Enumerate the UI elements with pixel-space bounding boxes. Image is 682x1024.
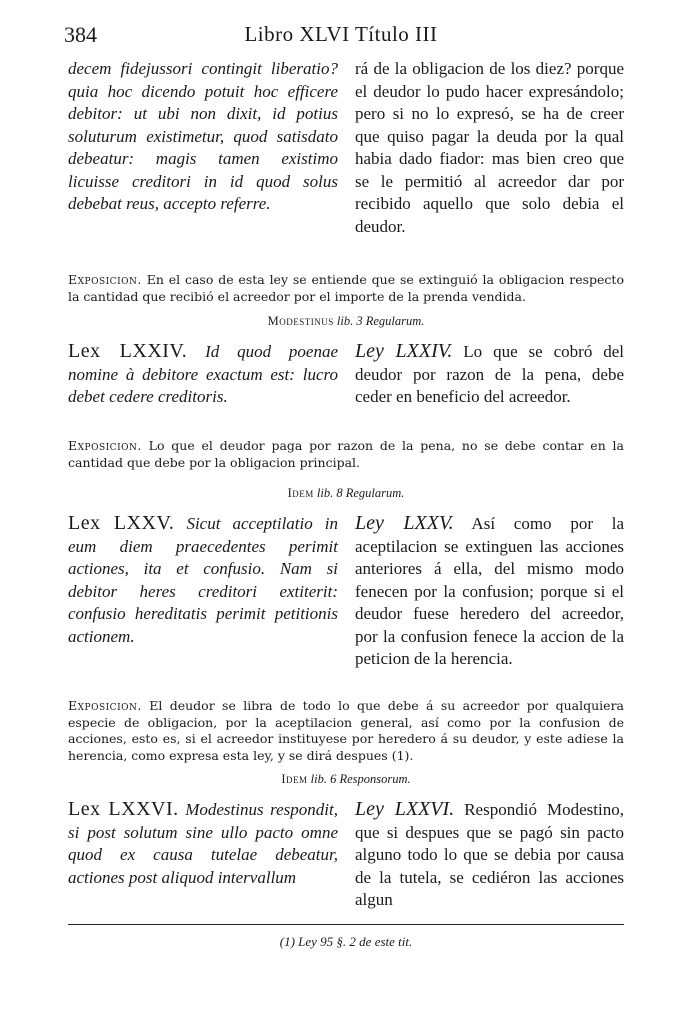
source-heading-2 <box>68 314 624 329</box>
spanish-text: Así como por la aceptilacion se extinguen las acciones anteriores á ella, del mismo modo fenecen por la confusion; porque si el deudor fuese heredero del acreedor, por la confusion fenece la accion de la peticion de la herencia. <box>355 514 625 668</box>
source-author: Idem <box>281 772 308 786</box>
ley-label: Ley LXXIV. <box>355 340 453 362</box>
source-author: Modestinus <box>267 314 334 328</box>
exposicion-label: Exposicion. <box>68 698 142 713</box>
page-header <box>60 22 622 52</box>
exposicion-label: Exposicion. <box>68 272 142 287</box>
spanish-text: Lo que se cobró del deudor por razon de la pena, debe ceder en beneficio del acreedor. <box>355 342 624 406</box>
ley-label: Ley LXXVI. <box>355 798 455 820</box>
source-book: lib. 3 Regularum. <box>336 314 425 328</box>
exposicion-text: El deudor se libra de todo lo que debe á su acreedor por qualquiera especie de obligacion, por la aceptilacion general, así como por la confusion de acciones, esto es, si el acreedor instituyese por heredero á su deudor, y este adiese la herencia, como expresa esta ley, y se dirá despues (1). <box>68 698 624 763</box>
spanish-text: Respondió Modestino, que si despues que se pagó sin pacto alguno todo lo que se debia por causa de la tutela, se cediéron las acciones algun <box>355 800 624 909</box>
footnote-divider <box>68 924 624 925</box>
source-author: Idem <box>287 486 314 500</box>
lex-label: Lex LXXIV. <box>68 340 188 362</box>
page-number: 384 <box>64 22 97 47</box>
text-block-1 <box>68 58 624 264</box>
text-block-2 <box>68 340 624 432</box>
exposicion-2 <box>68 438 624 471</box>
exposicion-1 <box>68 272 624 305</box>
spanish-text: rá de la obligacion de los diez? porque el deudor lo pudo hacer expresándolo; pero si no lo expresó, se ha de creer que quiso pagar la deuda por la qual habia dado fiador: mas bien creo que se le permitió al acreedor dar por recibido aquello que solo debia el deudor. <box>355 59 624 236</box>
exposicion-text: Lo que el deudor paga por razon de la pena, no se debe contar en la cantidad que debe por la obligacion principal. <box>68 438 624 470</box>
text-block-4 <box>68 798 624 918</box>
spanish-column <box>355 512 624 671</box>
source-heading-3 <box>68 486 624 501</box>
spanish-column <box>355 340 624 409</box>
latin-text: Modestinus respondit, si post solutum sine ullo pacto omne quod ex causa tutelae debeatur, actiones post aliquod intervallum <box>68 800 338 887</box>
latin-column <box>68 340 338 409</box>
footnote: (1) Ley 95 §. 2 de este tit. <box>279 934 413 949</box>
running-title: Libro XLVI Título III <box>244 22 438 46</box>
spanish-column <box>355 798 624 912</box>
source-book: lib. 6 Responsorum. <box>310 772 411 786</box>
latin-column <box>68 512 338 648</box>
latin-text: Sicut acceptilatio in eum diem praecedentes perimit actiones, ita et confusio. Nam si debitor heres creditori extiterit: confusio hereditatis perimit petitionis actionem. <box>68 514 339 646</box>
source-book: lib. 8 Regularum. <box>316 486 405 500</box>
ley-label: Ley LXXV. <box>355 512 454 534</box>
exposicion-3 <box>68 698 624 764</box>
latin-text: decem fidejussori contingit liberatio? quia hoc dicendo potuit hoc efficere debitor: ut ubi non dixit, id potius soluturum existimetur, quod satisdato debeatur: magis tamen existimo licuisse creditori in id quod solus debebat reus, accepto referre. <box>68 59 338 213</box>
text-block-3 <box>68 512 624 692</box>
exposicion-text: En el caso de esta ley se entiende que se extinguió la obligacion respecto la cantidad que recibió el acreedor por el importe de la prenda vendida. <box>68 272 624 304</box>
latin-column <box>68 798 338 889</box>
lex-label: Lex LXXV. <box>68 512 175 534</box>
latin-text: Id quod poenae nomine à debitore exactum est: lucro debet cedere creditoris. <box>68 342 338 406</box>
source-heading-4 <box>68 772 624 787</box>
latin-column <box>68 58 338 216</box>
lex-label: Lex LXXVI. <box>68 798 179 820</box>
exposicion-label: Exposicion. <box>68 438 142 453</box>
spanish-column <box>355 58 624 238</box>
